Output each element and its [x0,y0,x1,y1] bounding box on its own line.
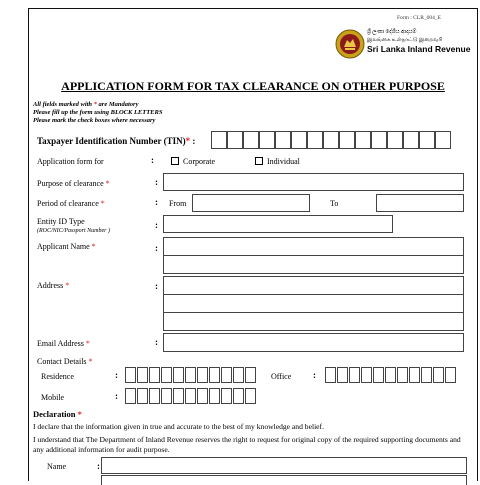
note-mandatory-suffix: are Mandatory [98,101,139,108]
period-to-input[interactable] [376,194,464,212]
individual-checkbox[interactable] [255,157,263,165]
phone-cell[interactable] [197,388,208,404]
tin-star: * [185,136,191,146]
period-label-text: Period of clearance [37,199,99,208]
name-input[interactable] [101,457,467,474]
colon: : [155,281,158,291]
phone-cell[interactable] [221,367,232,383]
phone-cell[interactable] [233,388,244,404]
tin-cell[interactable] [323,131,339,149]
colon: : [115,370,118,380]
tin-cell[interactable] [243,131,259,149]
tin-cell[interactable] [355,131,371,149]
colon: : [155,337,158,347]
phone-cell[interactable] [197,367,208,383]
phone-cell[interactable] [185,388,196,404]
form-page [28,8,478,481]
form-code: Form : CLR_004_E [396,15,441,21]
name-label: Name [47,462,67,471]
corporate-label: Corporate [183,157,215,166]
note-mandatory: All fields marked with [33,101,93,108]
phone-cell[interactable] [245,388,256,404]
tin-cell[interactable] [275,131,291,149]
phone-cell[interactable] [173,367,184,383]
address-input-2[interactable] [163,294,464,313]
colon: : [313,370,316,380]
individual-option[interactable] [255,157,300,166]
tin-colon: : [192,136,196,146]
phone-cell[interactable] [185,367,196,383]
residence-label: Residence [41,372,74,381]
corporate-option[interactable] [171,157,215,166]
mobile-label: Mobile [41,393,65,402]
colon: : [155,177,158,187]
tin-input[interactable] [211,131,451,149]
form-title: APPLICATION FORM FOR TAX CLEARANCE ON OTHER PURPOSE [61,79,445,93]
phone-cell[interactable] [385,367,396,383]
phone-cell[interactable] [149,388,160,404]
application-for-label: Application form for [37,157,104,166]
applicant-name-input-2[interactable] [163,255,464,274]
phone-cell[interactable] [433,367,444,383]
colon: : [97,461,100,471]
tin-label [37,136,195,146]
declaration-heading-text: Declaration [33,409,76,419]
phone-cell[interactable] [245,367,256,383]
phone-cell[interactable] [161,388,172,404]
period-label [37,199,105,208]
email-label [37,339,90,348]
phone-cell[interactable] [373,367,384,383]
declaration-text-1: I declare that the information given in true and accurate to the best of my knowledge and belief. [33,422,324,431]
phone-cell[interactable] [221,388,232,404]
note-star: * [93,101,97,108]
phone-cell[interactable] [445,367,456,383]
sri-lanka-emblem-icon [335,29,365,59]
dept-name-sinhala: ශ්‍රී ලංකා දේශීය ආදායම් [367,29,417,35]
phone-cell[interactable] [421,367,432,383]
form-notes [33,101,162,125]
tin-label-text: Taxpayer Identification Number (TIN) [37,136,186,146]
residence-input[interactable] [125,367,257,383]
phone-cell[interactable] [209,367,220,383]
tin-cell[interactable] [291,131,307,149]
individual-label: Individual [267,157,300,166]
entity-id-label: Entity ID Type [37,217,85,226]
phone-cell[interactable] [349,367,360,383]
phone-cell[interactable] [125,388,136,404]
declaration-heading [33,409,82,419]
dept-name-tamil: இலங்கை உள்நாட்டு இறைவரி [367,36,443,43]
note-check-boxes: Please mark the check boxes where necessary [33,117,156,124]
address-input-1[interactable] [163,276,464,295]
corporate-checkbox[interactable] [171,157,179,165]
phone-cell[interactable] [149,367,160,383]
purpose-label-text: Purpose of clearance [37,179,104,188]
phone-cell[interactable] [325,367,336,383]
colon: : [155,220,158,230]
tin-cell[interactable] [211,131,227,149]
phone-cell[interactable] [209,388,220,404]
address-input-3[interactable] [163,312,464,331]
from-label: From [169,199,187,208]
dept-name-english: Sri Lanka Inland Revenue [367,44,471,54]
phone-cell[interactable] [409,367,420,383]
contact-text: Contact Details [37,357,87,366]
tin-cell[interactable] [435,131,451,149]
phone-cell[interactable] [337,367,348,383]
department-name [367,29,470,54]
colon: : [115,391,118,401]
purpose-input[interactable] [163,173,464,191]
phone-cell[interactable] [173,388,184,404]
email-star: * [85,339,90,348]
colon: : [155,197,158,207]
tin-cell[interactable] [307,131,323,149]
applicant-name-input-1[interactable] [163,237,464,256]
contact-label [37,357,93,366]
purpose-star: * [105,179,110,188]
contact-star: * [88,357,93,366]
period-from-input[interactable] [192,194,310,212]
declaration-star: * [77,409,82,419]
phone-cell[interactable] [125,367,136,383]
phone-cell[interactable] [361,367,372,383]
office-input[interactable] [325,367,457,383]
declaration-text-2: I understand that The Department of Inland Revenue reserves the right to request for original copy of the required supporting documents and any additional information for audit purpose. [33,435,461,454]
note-block-letters: Please fill up the form using BLOCK LETTERS [33,109,163,116]
phone-cell[interactable] [161,367,172,383]
phone-cell[interactable] [233,367,244,383]
entity-id-input[interactable] [163,215,393,233]
address-text: Address [37,281,64,290]
applicant-name-label [37,242,96,251]
entity-id-hint: (ROC/NIC/Passport Number ) [37,228,111,234]
tin-cell[interactable] [371,131,387,149]
address-label [37,281,69,290]
phone-cell[interactable] [397,367,408,383]
mobile-input[interactable] [125,388,257,404]
tin-cell[interactable] [227,131,243,149]
tin-cell[interactable] [403,131,419,149]
period-star: * [100,199,105,208]
tin-cell[interactable] [419,131,435,149]
name-input-2[interactable] [101,475,467,485]
tin-cell[interactable] [339,131,355,149]
applicant-star: * [91,242,96,251]
office-label: Office [271,372,292,381]
phone-cell[interactable] [137,367,148,383]
tin-cell[interactable] [259,131,275,149]
tin-cell[interactable] [387,131,403,149]
phone-cell[interactable] [137,388,148,404]
email-input[interactable] [163,333,464,352]
to-label: To [330,199,339,208]
address-star: * [65,281,70,290]
applicant-name-text: Applicant Name [37,242,90,251]
colon: : [151,155,154,165]
colon: : [155,243,158,253]
email-text: Email Address [37,339,84,348]
purpose-label [37,179,110,188]
